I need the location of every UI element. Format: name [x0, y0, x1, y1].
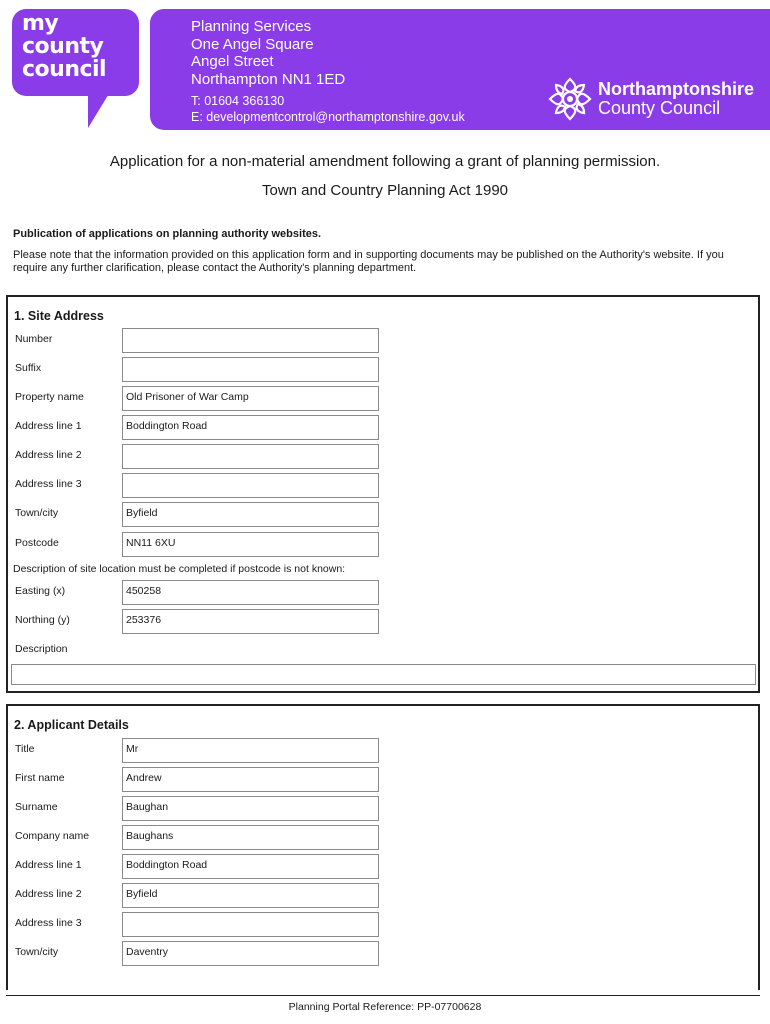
surname-field[interactable]: Baughan [122, 796, 379, 821]
town-city-row [8, 502, 758, 528]
field-label: Address line 2 [15, 449, 82, 461]
council-name-line1: Northamptonshire [598, 79, 755, 99]
field-label: Address line 3 [15, 917, 82, 929]
first-name-row [8, 767, 758, 793]
form-title: Application for a non-material amendment following a grant of planning permission. [109, 153, 661, 170]
description-field[interactable] [11, 664, 756, 685]
logo-text [22, 12, 132, 81]
northing-row [8, 609, 758, 635]
property-name-row [8, 386, 758, 412]
applicant-address-line-3-field[interactable] [122, 912, 379, 937]
field-label: Surname [15, 801, 58, 813]
suffix-field[interactable] [122, 357, 379, 382]
company-name-row [8, 825, 758, 851]
easting-field[interactable]: 450258 [122, 580, 379, 605]
section-title: 2. Applicant Details [14, 718, 129, 732]
site-address-section [6, 295, 760, 693]
northing-field[interactable]: 253376 [122, 609, 379, 634]
council-name-line2: County Council [598, 98, 721, 118]
applicant-town-city-row [8, 941, 758, 967]
address-line-1-row [8, 415, 758, 441]
email-address[interactable]: E: developmentcontrol@northamptonshire.gov.uk [191, 109, 465, 124]
surname-row [8, 796, 758, 822]
logo-line: my [22, 11, 59, 36]
address-line: Planning Services [191, 18, 312, 35]
portal-reference: Planning Portal Reference: PP-07700628 [288, 1001, 482, 1013]
title-row [8, 738, 758, 764]
field-label: Address line 2 [15, 888, 82, 900]
office-address [191, 18, 345, 88]
publication-note: Please note that the information provided on this application form and in supporting documents may be published on the Authority's website. If you require any further clarification, please contact the Authority's planning department. [13, 249, 724, 274]
field-label: Town/city [15, 946, 59, 958]
footer-divider [6, 995, 760, 996]
field-label: Company name [15, 830, 90, 842]
applicant-address-line-2-row [8, 883, 758, 909]
location-note: Description of site location must be completed if postcode is not known: [13, 563, 346, 575]
field-label: First name [15, 772, 65, 784]
applicant-address-line-1-field[interactable]: Boddington Road [122, 854, 379, 879]
field-label: Town/city [15, 507, 59, 519]
field-label: Address line 1 [15, 420, 82, 432]
applicant-details-section [6, 704, 760, 990]
property-name-field[interactable]: Old Prisoner of War Camp [122, 386, 379, 411]
logo-line: council [22, 57, 107, 82]
logo-speech-tail [88, 92, 110, 128]
field-label: Address line 3 [15, 478, 82, 490]
contact-details [191, 94, 465, 125]
number-field[interactable] [122, 328, 379, 353]
section-title: 1. Site Address [14, 309, 104, 323]
address-line-2-row [8, 444, 758, 470]
suffix-row [8, 357, 758, 383]
field-label: Easting (x) [15, 585, 66, 597]
first-name-field[interactable]: Andrew [122, 767, 379, 792]
postcode-field[interactable]: NN11 6XU [122, 532, 379, 557]
applicant-address-line-3-row [8, 912, 758, 938]
rose-emblem-icon [548, 77, 592, 121]
northamptonshire-logo [548, 77, 754, 121]
applicant-address-line-2-field[interactable]: Byfield [122, 883, 379, 908]
field-label: Northing (y) [15, 614, 70, 626]
description-row [8, 638, 758, 664]
phone-number: T: 01604 366130 [191, 94, 285, 108]
address-line: Northampton NN1 1ED [191, 70, 346, 88]
field-label: Address line 1 [15, 859, 82, 871]
applicant-town-city-field[interactable]: Daventry [122, 941, 379, 966]
field-label: Number [15, 333, 53, 345]
address-line: One Angel Square [191, 35, 314, 53]
form-act: Town and Country Planning Act 1990 [262, 182, 508, 199]
easting-row [8, 580, 758, 606]
address-line-2-field[interactable] [122, 444, 379, 469]
council-name [598, 80, 754, 118]
postcode-row [8, 532, 758, 558]
number-row [8, 328, 758, 354]
field-label: Title [15, 743, 35, 755]
town-city-field[interactable]: Byfield [122, 502, 379, 527]
title-field[interactable]: Mr [122, 738, 379, 763]
header-banner [150, 9, 770, 130]
field-label: Description [15, 643, 68, 655]
field-label: Suffix [15, 362, 42, 374]
applicant-address-line-1-row [8, 854, 758, 880]
publication-heading: Publication of applications on planning authority websites. [13, 228, 322, 240]
address-line-3-row [8, 473, 758, 499]
address-line: Angel Street [191, 53, 274, 70]
logo-line: county [22, 34, 104, 59]
field-label: Property name [15, 391, 84, 403]
address-line-3-field[interactable] [122, 473, 379, 498]
field-label: Postcode [15, 537, 59, 549]
address-line-1-field[interactable]: Boddington Road [122, 415, 379, 440]
company-name-field[interactable]: Baughans [122, 825, 379, 850]
